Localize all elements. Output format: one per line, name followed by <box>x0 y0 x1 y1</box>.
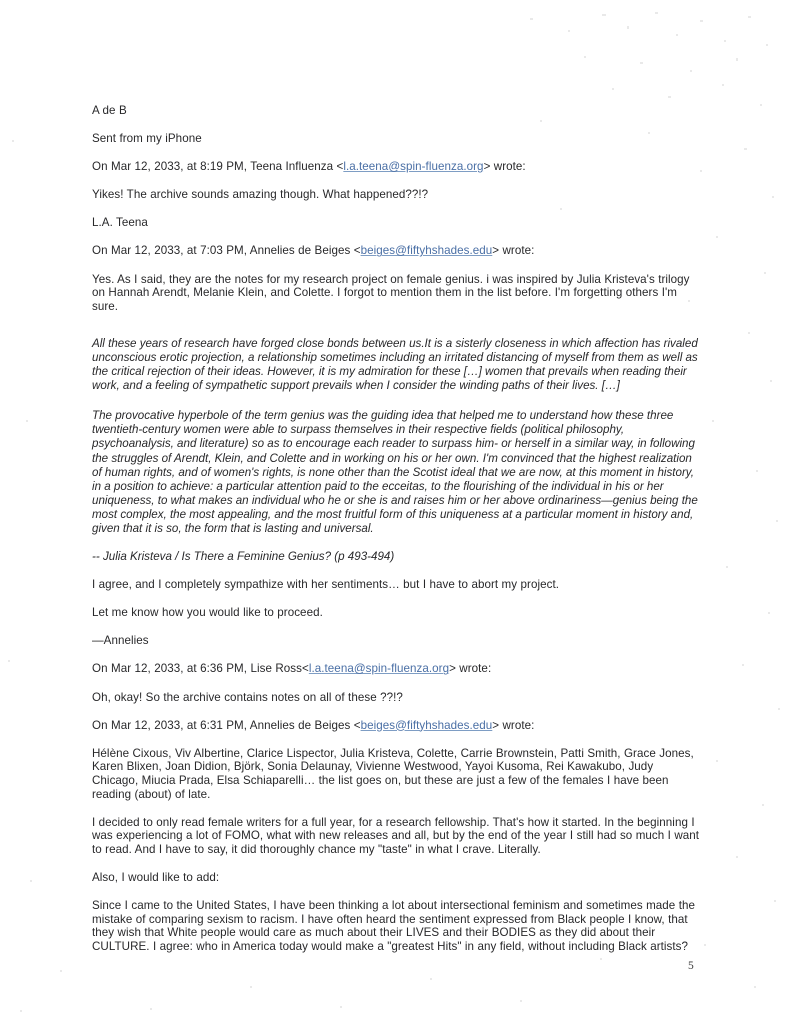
header-suffix-text: > wrote: <box>492 244 535 258</box>
document-body <box>92 104 702 968</box>
body-paragraph-fellowship: I decided to only read female writers for a full year, for a research fellowship. That's how it started. In the beginning I was experiencing a lot of FOMO, what with new releases and all, but by the end of the year I still had so much I want to read. And I have to say, it did thoroughly chance my "taste" in what I crave. Literally. <box>92 815 700 856</box>
reply-body-archive-notes: Oh, okay! So the archive contains notes on all of these ??!? <box>92 690 403 704</box>
kristeva-quote-second: The provocative hyperbole of the term genius was the guiding idea that helped me to understand how these three twentieth-century women were able to surpass themselves in their respective fields (political philosophy, psychoanalysis, and literature) so as to encourage each reader to surpass him- or herself in a similar way, in following the struggles of Arendt, Klein, and Colette and in working on his or her own. I'm convinced that the highest realization of human rights, and of women's rights, is none other than the Scotist ideal that we are now, at this moment in history, in a position to achieve: a particular attention paid to the ecceitas, to the flourishing of the individual in his or her uniqueness, to what makes an individual who he or she is and raises him or her above ordinariness—genius being the most complex, the most appealing, and the most fruitful form of this uniqueness at a particular moment in history and, given that it is so, the form that is lasting and universal. <box>92 409 698 535</box>
page-number: 5 <box>688 960 694 972</box>
header-suffix-text: > wrote: <box>449 662 492 676</box>
signature-initials: A de B <box>92 104 127 117</box>
body-paragraph-name-list: Hélène Cixous, Viv Albertine, Clarice Lispector, Julia Kristeva, Colette, Carrie Brownstein, Patti Smith, Grace Jones, Karen Blixen, Joan Didion, Björk, Sonia Delaunay, Vivienne Westwood, Yayoi Kusoma, Rei Kawakubo, Judy Chicago, Miucia Prada, Elsa Schiaparelli… the list goes on, but these are just a few of the females I have been reading (about) of late. <box>92 746 694 801</box>
header-prefix-text: On Mar 12, 2033, at 6:31 PM, Annelies de Beiges < <box>92 718 361 732</box>
signature-teena: L.A. Teena <box>92 216 148 230</box>
header-prefix-text: On Mar 12, 2033, at 7:03 PM, Annelies de Beiges < <box>92 244 361 258</box>
email-header-teena-819pm <box>92 160 702 174</box>
email-header-annelies-703pm <box>92 244 702 258</box>
header-suffix-text: > wrote: <box>492 718 535 732</box>
email-address-link[interactable]: l.a.teena@spin-fluenza.org <box>343 160 484 174</box>
header-suffix-text: > wrote: <box>483 160 526 174</box>
email-header-annelies-631pm <box>92 719 702 733</box>
body-paragraph-intersectional-feminism: Since I came to the United States, I have been thinking a lot about intersectional feminism and sometimes made the mistake of comparing sexism to racism. I have often heard the sentiment expressed from Black people I know, that they wish that White people would care as much about their LIVES and their BODIES as they did about their CULTURE. I agree: who in America today would make a "greatest Hits" in any field, without including Black artists? <box>92 898 696 953</box>
sent-from-line: Sent from my iPhone <box>92 132 202 146</box>
body-paragraph-also-add: Also, I would like to add: <box>92 870 220 884</box>
header-prefix-text: On Mar 12, 2033, at 6:36 PM, Lise Ross< <box>92 662 309 676</box>
quote-attribution: -- Julia Kristeva / Is There a Feminine Genius? (p 493-494) <box>92 550 395 564</box>
reply-body-yikes: Yikes! The archive sounds amazing though. What happened??!? <box>92 188 429 202</box>
email-address-link[interactable]: beiges@fiftyhshades.edu <box>360 718 493 732</box>
email-address-link[interactable]: beiges@fiftyhshades.edu <box>360 244 493 258</box>
body-paragraph-research-notes: Yes. As I said, they are the notes for my research project on female genius. i was inspired by Julia Kristeva's trilogy on Hannah Arendt, Melanie Klein, and Colette. I forgot to mention them in the list before. I'm forgetting others I'm sure. <box>92 272 690 313</box>
body-paragraph-abort-project: I agree, and I completely sympathize with her sentiments… but I have to abort my project. <box>92 578 560 592</box>
header-prefix-text: On Mar 12, 2033, at 8:19 PM, Teena Influenza < <box>92 160 344 174</box>
email-address-link[interactable]: l.a.teena@spin-fluenza.org <box>308 662 450 676</box>
signature-annelies: —Annelies <box>92 634 149 648</box>
block-spacer <box>92 328 702 337</box>
email-header-lise-636pm <box>92 662 702 676</box>
body-paragraph-proceed: Let me know how you would like to proceed. <box>92 606 323 620</box>
kristeva-quote-first: All these years of research have forged close bonds between us.It is a sisterly closeness in which affection has rivaled unconscious erotic projection, a relationship sometimes including an irritated distancing of myself from them as well as the critical rejection of their ideas. However, it is my admiration for these […] women that prevails when reading their work, and a feeling of sympathetic support prevails when I consider the winding paths of their lives. […] <box>92 336 698 393</box>
